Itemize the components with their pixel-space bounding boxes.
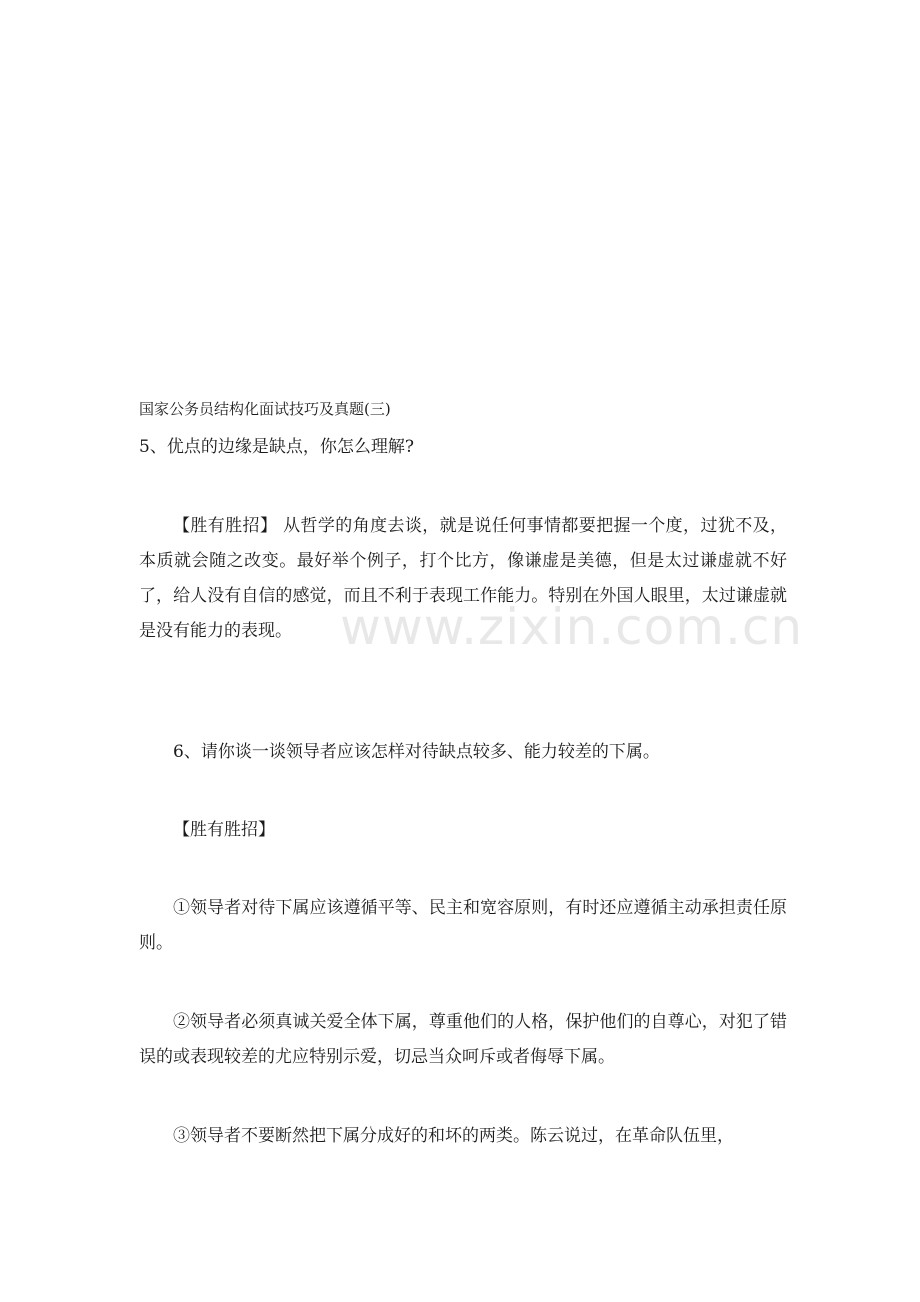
answer-6-point-1: ①领导者对待下属应该遵循平等、民主和宽容原则，有时还应遵循主动承担责任原则。 [139,898,787,953]
watermark: www.zixin.com.cn [340,598,804,656]
answer-6-point-2: ②领导者必须真诚关爱全体下属，尊重他们的人格，保护他们的自尊心，对犯了错误的或表现较差的尤应特别示爱，切忌当众呵斥或者侮辱下属。 [139,1012,787,1067]
document-title: 国家公务员结构化面试技巧及真题(三) [139,400,391,418]
question-5: 5、优点的边缘是缺点，你怎么理解? [139,437,414,457]
question-6: 6、请你谈一谈领导者应该怎样对待缺点较多、能力较差的下属。 [173,742,660,762]
answer-6-point-3: ③领导者不要断然把下属分成好的和坏的两类。陈云说过，在革命队伍里， [173,1126,734,1146]
answer-6-heading: 【胜有胜招】 [173,820,275,840]
answer-5-paragraph: 【胜有胜招】 从哲学的角度去谈，就是说任何事情都要把握一个度，过犹不及，本质就会随之改变。最好举个例子，打个比方，像谦虚是美德，但是太过谦虚就不好了，给人没有自信的感觉，而且不利于表现工作能力。特别在外国人眼里，太过谦虚就是没有能力的表现。 [139,516,787,641]
